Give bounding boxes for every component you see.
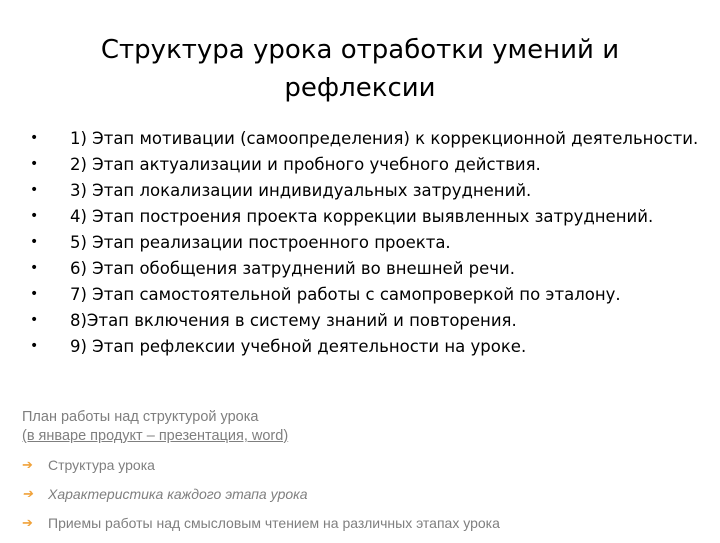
list-item xyxy=(28,310,708,331)
overlay-item-text: Приемы работы над смысловым чтением на различных этапах урока xyxy=(48,515,500,531)
list-item-text: 2) Этап актуализации и пробного учебного действия. xyxy=(70,155,541,174)
bullet-icon: • xyxy=(30,234,39,250)
overlay-list-item xyxy=(22,514,542,532)
bullet-icon: • xyxy=(30,182,39,198)
overlay-list-item xyxy=(22,485,542,503)
overlay-subtitle: (в январе продукт – презентация, word) xyxy=(22,428,289,444)
slide-title: Структура урока отработки умений и рефлексии xyxy=(100,35,620,104)
overlay-list-item xyxy=(22,456,542,474)
bullet-icon: • xyxy=(30,260,39,276)
list-item-text: 5) Этап реализации построенного проекта. xyxy=(70,233,451,252)
overlay-list xyxy=(22,456,542,532)
list-item-text: 9) Этап рефлексии учебной деятельности на уроке. xyxy=(70,337,527,356)
overlay-title: План работы над структурой урока xyxy=(22,409,259,425)
work-plan-overlay xyxy=(22,408,542,543)
list-item-text: 7) Этап самостоятельной работы с самопроверкой по эталону. xyxy=(70,285,621,304)
arrow-right-icon: ➔ xyxy=(22,486,33,501)
list-item xyxy=(28,232,708,253)
bullet-icon: • xyxy=(30,130,39,146)
list-item-text: 3) Этап локализации индивидуальных затруднений. xyxy=(70,181,532,200)
list-item xyxy=(28,258,708,279)
list-item-text: 4) Этап построения проекта коррекции выявленных затруднений. xyxy=(70,207,654,226)
list-item xyxy=(28,154,708,175)
list-item xyxy=(28,336,708,357)
overlay-item-text: Структура урока xyxy=(48,457,155,473)
list-item-text: 1) Этап мотивации (самоопределения) к коррекционной деятельности. xyxy=(70,129,699,148)
bullet-icon: • xyxy=(30,208,39,224)
lesson-stages-list xyxy=(28,128,708,362)
list-item xyxy=(28,180,708,201)
bullet-icon: • xyxy=(30,156,39,172)
list-item xyxy=(28,284,708,305)
list-item xyxy=(28,128,708,149)
overlay-item-text: Характеристика каждого этапа урока xyxy=(48,486,308,502)
bullet-icon: • xyxy=(30,312,39,328)
list-item-text: 8)Этап включения в систему знаний и повторения. xyxy=(70,311,517,330)
arrow-right-icon: ➔ xyxy=(22,457,33,472)
list-item xyxy=(28,206,708,227)
bullet-icon: • xyxy=(30,338,39,354)
bullet-icon: • xyxy=(30,286,39,302)
list-item-text: 6) Этап обобщения затруднений во внешней речи. xyxy=(70,259,516,278)
arrow-right-icon: ➔ xyxy=(22,515,33,530)
